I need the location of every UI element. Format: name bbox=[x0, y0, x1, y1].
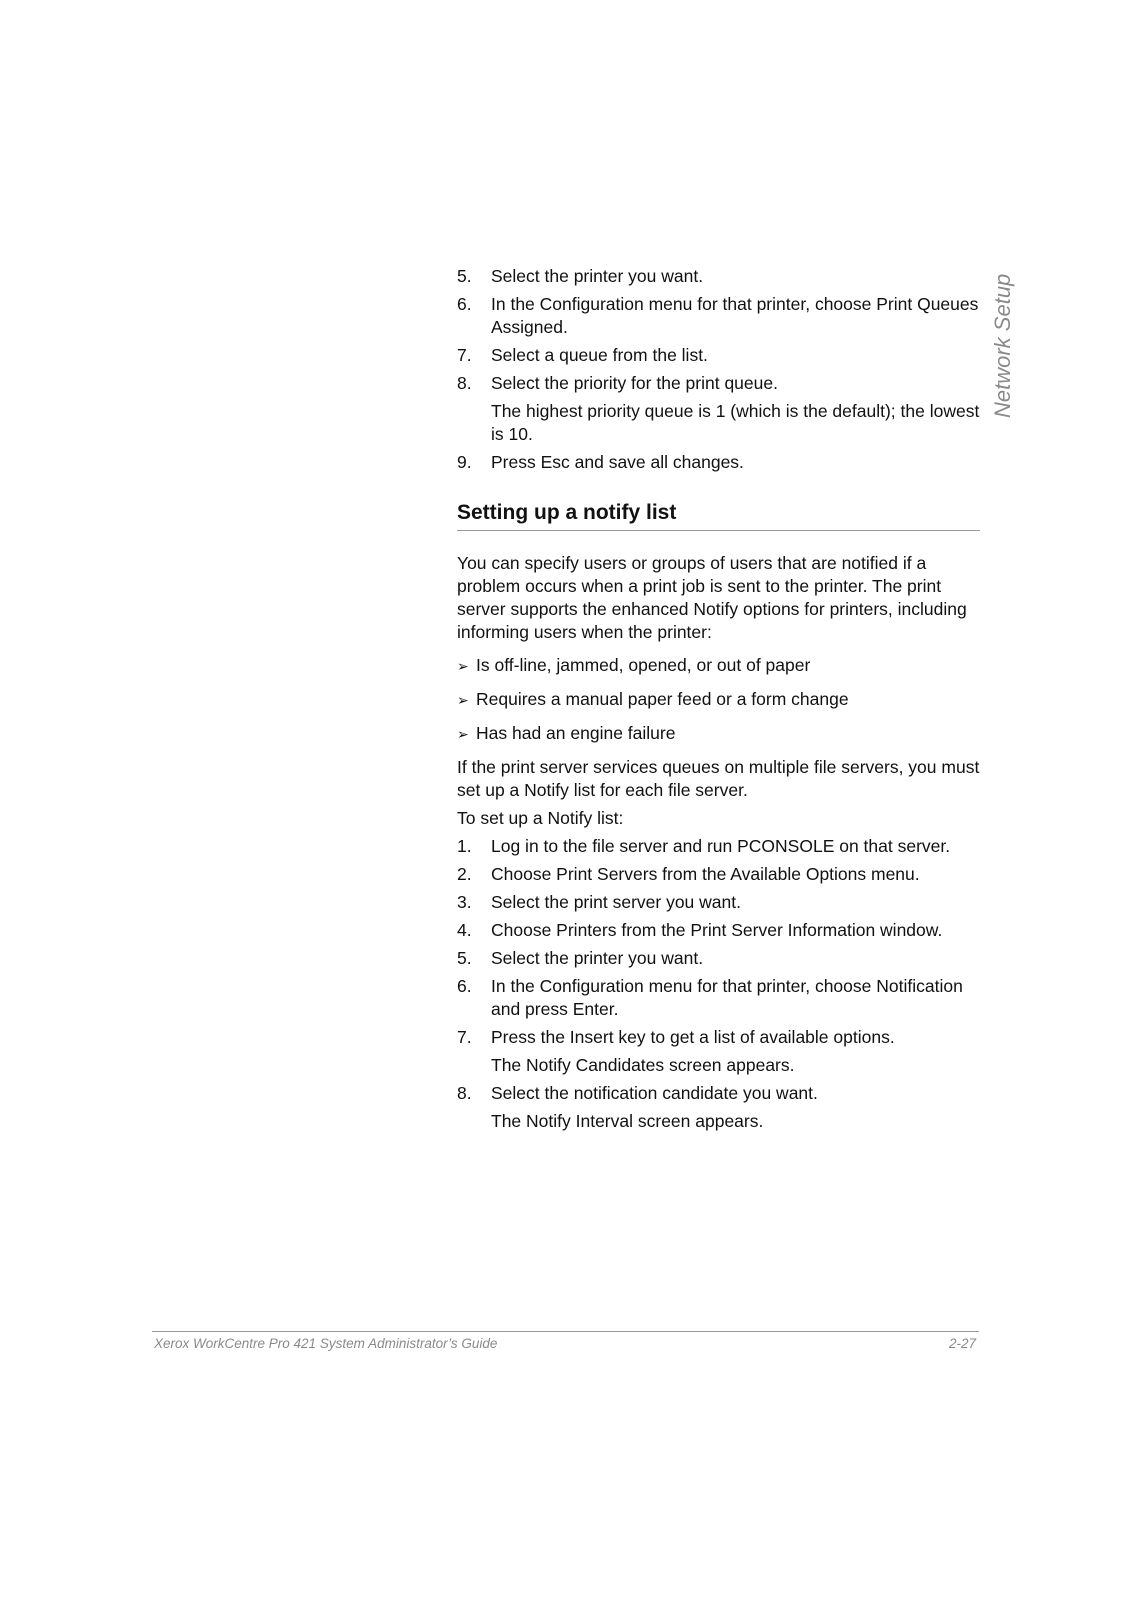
section-heading: Setting up a notify list bbox=[457, 501, 980, 531]
list-item bbox=[457, 835, 980, 858]
step-number: 5. bbox=[457, 948, 472, 968]
list-item bbox=[457, 451, 980, 474]
step-number: 2. bbox=[457, 864, 472, 884]
footer-title: Xerox WorkCentre Pro 421 System Administrator’s Guide bbox=[154, 1336, 498, 1351]
page-number: 2-27 bbox=[948, 1336, 976, 1351]
bullet-text: Is off-line, jammed, opened, or out of paper bbox=[476, 655, 811, 675]
step-number: 8. bbox=[457, 373, 472, 393]
step-text: Select the notification candidate you want. bbox=[491, 1083, 818, 1103]
steps-notify bbox=[457, 835, 980, 1133]
arrow-bullet-icon: ➢ bbox=[457, 692, 469, 708]
list-item bbox=[457, 863, 980, 886]
step-text: In the Configuration menu for that printer, choose Notification and press Enter. bbox=[491, 976, 963, 1019]
step-note: The highest priority queue is 1 (which is the default); the lowest is 10. bbox=[491, 401, 980, 444]
step-text: In the Configuration menu for that printer, choose Print Queues Assigned. bbox=[491, 294, 979, 337]
step-number: 6. bbox=[457, 294, 472, 314]
step-text: Select a queue from the list. bbox=[491, 345, 708, 365]
page-content bbox=[457, 265, 980, 1138]
list-item bbox=[457, 891, 980, 914]
step-number: 8. bbox=[457, 1083, 472, 1103]
list-item bbox=[457, 293, 980, 339]
step-text: Log in to the file server and run PCONSOLE on that server. bbox=[491, 836, 951, 856]
step-number: 1. bbox=[457, 836, 472, 856]
step-text: Select the printer you want. bbox=[491, 266, 704, 286]
step-number: 4. bbox=[457, 920, 472, 940]
side-tab-label: Network Setup bbox=[990, 273, 1015, 418]
list-item bbox=[457, 1026, 980, 1049]
step-number: 6. bbox=[457, 976, 472, 996]
step-number: 3. bbox=[457, 892, 472, 912]
step-text: Choose Print Servers from the Available Options menu. bbox=[491, 864, 920, 884]
list-item bbox=[457, 919, 980, 942]
arrow-bullet-icon: ➢ bbox=[457, 726, 469, 742]
step-text: Select the printer you want. bbox=[491, 948, 704, 968]
steps-top bbox=[457, 265, 980, 474]
arrow-bullet-icon: ➢ bbox=[457, 658, 469, 674]
list-item bbox=[457, 372, 980, 395]
bullet-list bbox=[457, 654, 980, 745]
step-text: Choose Printers from the Print Server Information window. bbox=[491, 920, 943, 940]
step-number: 5. bbox=[457, 266, 472, 286]
step-number: 7. bbox=[457, 1027, 472, 1047]
list-item bbox=[457, 947, 980, 970]
list-item bbox=[457, 265, 980, 288]
step-note: The Notify Candidates screen appears. bbox=[491, 1055, 795, 1075]
bullet-text: Requires a manual paper feed or a form change bbox=[476, 689, 849, 709]
bullet-text: Has had an engine failure bbox=[476, 723, 676, 743]
list-item bbox=[457, 1082, 980, 1105]
multi-server-paragraph: If the print server services queues on multiple file servers, you must set up a Notify list for each file server. bbox=[457, 757, 980, 800]
step-note: The Notify Interval screen appears. bbox=[491, 1111, 764, 1131]
list-item bbox=[457, 654, 980, 677]
list-item bbox=[457, 975, 980, 1021]
list-item bbox=[457, 344, 980, 367]
intro-paragraph: You can specify users or groups of users that are notified if a problem occurs when a print job is sent to the printer. The print server supports the enhanced Notify options for printers, including informing users when the printer: bbox=[457, 553, 967, 642]
footer-divider bbox=[152, 1331, 979, 1332]
list-item bbox=[457, 722, 980, 745]
step-number: 7. bbox=[457, 345, 472, 365]
step-text: Select the print server you want. bbox=[491, 892, 741, 912]
list-item bbox=[457, 688, 980, 711]
step-number: 9. bbox=[457, 452, 472, 472]
step-text: Press the Insert key to get a list of available options. bbox=[491, 1027, 895, 1047]
setup-intro-paragraph: To set up a Notify list: bbox=[457, 808, 624, 828]
step-text: Press Esc and save all changes. bbox=[491, 452, 744, 472]
step-text: Select the priority for the print queue. bbox=[491, 373, 778, 393]
